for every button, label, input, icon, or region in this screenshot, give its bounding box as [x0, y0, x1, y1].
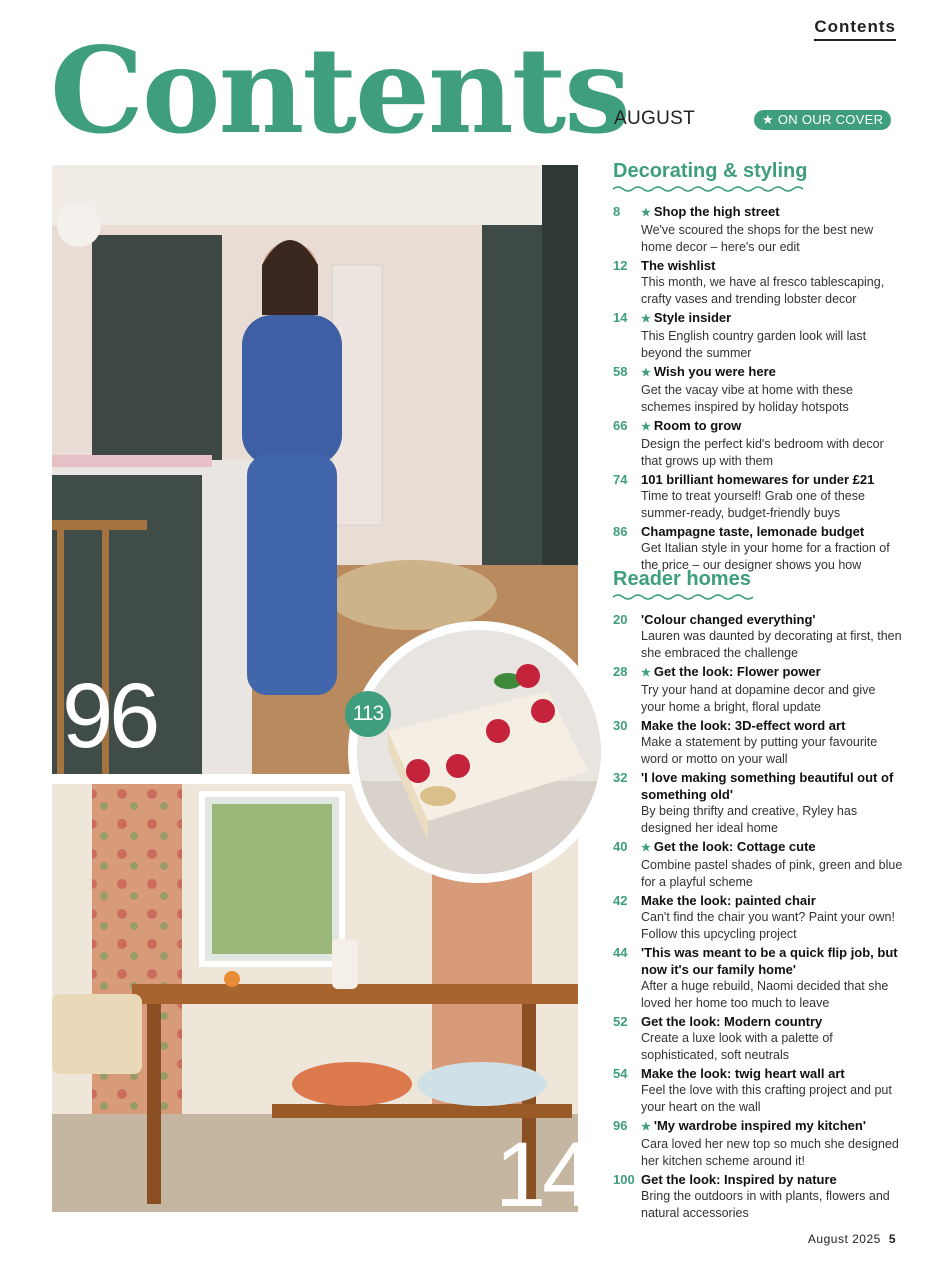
toc-entry[interactable] [613, 892, 903, 943]
entry-title [641, 417, 903, 436]
entry-title-text: Get the look: Cottage cute [653, 839, 816, 854]
entry-body [641, 417, 903, 470]
entry-description: This month, we have al fresco tablescaping, crafty vases and trending lobster decor [641, 275, 885, 306]
entry-page-number: 12 [613, 258, 628, 273]
entry-body [641, 944, 903, 1012]
entry-title-text: 'Colour changed everything' [641, 612, 816, 627]
star-icon: ★ [641, 842, 651, 854]
star-icon: ★ [641, 667, 651, 679]
entry-body [641, 471, 903, 522]
toc-entry[interactable] [613, 838, 903, 891]
entry-description: Can't find the chair you want? Paint your own! Follow this upcycling project [641, 910, 895, 941]
page-number: 5 [888, 1232, 896, 1246]
dessert-photo [348, 621, 610, 883]
entry-title-text: Make the look: twig heart wall art [641, 1066, 845, 1081]
entry-page-number: 44 [613, 945, 628, 960]
star-icon: ★ [641, 207, 651, 219]
entry-title-text: Get the look: Flower power [653, 664, 821, 679]
entry-page-number: 86 [613, 524, 628, 539]
entry-body [641, 1117, 903, 1170]
toc-entry[interactable] [613, 663, 903, 716]
entry-page-number: 8 [613, 204, 621, 219]
dining-page-number: 14 [495, 1124, 590, 1226]
entry-body [641, 1013, 903, 1064]
entry-body [641, 309, 903, 362]
entry-page-number: 28 [613, 664, 628, 679]
entry-body [641, 257, 903, 308]
entry-description: After a huge rebuild, Naomi decided that she loved her home too much to leave [641, 979, 889, 1010]
entry-title [641, 769, 903, 803]
entry-page-number: 54 [613, 1066, 628, 1081]
entry-body [641, 838, 903, 891]
toc-entry[interactable] [613, 1171, 903, 1222]
star-icon: ★ [641, 1121, 651, 1133]
entry-title [641, 838, 903, 857]
entry-list [613, 203, 903, 574]
entry-title-text: Wish you were here [653, 364, 776, 379]
entry-body [641, 203, 903, 256]
entry-title [641, 1171, 903, 1188]
star-icon: ★ [641, 313, 651, 325]
page-footer [808, 1232, 896, 1246]
entry-title [641, 363, 903, 382]
toc-entry[interactable] [613, 523, 903, 574]
entry-description: Create a luxe look with a palette of sophisticated, soft neutrals [641, 1031, 833, 1062]
entry-title [641, 663, 903, 682]
entry-page-number: 20 [613, 612, 628, 627]
entry-description: Try your hand at dopamine decor and give your home a bright, floral update [641, 683, 876, 714]
entry-page-number: 42 [613, 893, 628, 908]
entry-description: Combine pastel shades of pink, green and blue for a playful scheme [641, 858, 903, 889]
section-heading: Reader homes [613, 568, 751, 590]
entry-page-number: 74 [613, 472, 628, 487]
entry-description: Design the perfect kid's bedroom with decor that grows up with them [641, 437, 884, 468]
entry-body [641, 523, 903, 574]
star-icon: ★ [641, 367, 651, 379]
toc-entry[interactable] [613, 309, 903, 362]
entry-page-number: 40 [613, 839, 628, 854]
toc-entry[interactable] [613, 203, 903, 256]
entry-page-number: 100 [613, 1172, 635, 1187]
entry-title [641, 1013, 903, 1030]
entry-title-text: Make the look: 3D-effect word art [641, 718, 846, 733]
entry-title [641, 203, 903, 222]
entry-body [641, 663, 903, 716]
entry-list [613, 611, 903, 1222]
entry-body [641, 363, 903, 416]
entry-body [641, 1065, 903, 1116]
dessert-illustration [348, 621, 610, 883]
entry-body [641, 717, 903, 768]
entry-title-text: Get the look: Modern country [641, 1014, 823, 1029]
kitchen-page-number: 96 [62, 665, 157, 767]
entry-description: By being thrifty and creative, Ryley has designed her ideal home [641, 804, 858, 835]
entry-description: Get Italian style in your home for a fraction of the price – our designer shows you how [641, 541, 890, 572]
toc-entry[interactable] [613, 717, 903, 768]
entry-title-text: The wishlist [641, 258, 716, 273]
toc-entry[interactable] [613, 769, 903, 837]
section-label: Contents [814, 17, 896, 41]
entry-title-text: Make the look: painted chair [641, 893, 816, 908]
toc-entry[interactable] [613, 611, 903, 662]
entry-body [641, 1171, 903, 1222]
month-label: AUGUST [614, 108, 695, 129]
entry-title-text: Room to grow [653, 418, 742, 433]
entry-title-text: Style insider [653, 310, 732, 325]
toc-entry[interactable] [613, 417, 903, 470]
star-icon: ★ [762, 112, 778, 127]
entry-title-text: Get the look: Inspired by nature [641, 1172, 837, 1187]
entry-description: Bring the outdoors in with plants, flowers and natural accessories [641, 1189, 890, 1220]
toc-reader-homes [613, 568, 903, 1223]
entry-page-number: 30 [613, 718, 628, 733]
toc-entry[interactable] [613, 944, 903, 1012]
toc-entry[interactable] [613, 363, 903, 416]
entry-title [641, 892, 903, 909]
entry-page-number: 14 [613, 310, 628, 325]
entry-description: Get the vacay vibe at home with these schemes inspired by holiday hotspots [641, 383, 853, 414]
entry-body [641, 892, 903, 943]
toc-decorating [613, 160, 903, 575]
entry-description: Make a statement by putting your favourite word or motto on your wall [641, 735, 878, 766]
entry-title [641, 523, 903, 540]
issue-date: August 2025 [807, 1232, 881, 1246]
star-icon: ★ [641, 421, 651, 433]
toc-entry[interactable] [613, 1117, 903, 1170]
entry-title-text: Shop the high street [653, 204, 780, 219]
entry-description: Lauren was daunted by decorating at first, then she embraced the challenge [641, 629, 902, 660]
entry-page-number: 66 [613, 418, 628, 433]
page-title: Contents [50, 21, 629, 160]
entry-title-text: 'This was meant to be a quick flip job, but now it's our family home' [641, 945, 898, 977]
toc-entry[interactable] [613, 471, 903, 522]
entry-title [641, 471, 903, 488]
entry-title-text: Champagne taste, lemonade budget [641, 524, 865, 539]
entry-description: Feel the love with this crafting project and put your heart on the wall [641, 1083, 892, 1114]
entry-title-text: 'My wardrobe inspired my kitchen' [653, 1118, 866, 1133]
entry-title [641, 944, 903, 978]
section-heading: Decorating & styling [613, 160, 808, 182]
entry-title [641, 1117, 903, 1136]
entry-title [641, 611, 903, 628]
entry-title [641, 309, 903, 328]
cover-badge [754, 110, 891, 130]
entry-title-text: 'I love making something beautiful out of something old' [641, 770, 894, 802]
entry-body [641, 769, 903, 837]
toc-entry[interactable] [613, 1013, 903, 1064]
entry-title [641, 1065, 903, 1082]
squiggle-divider [613, 185, 803, 193]
entry-page-number: 96 [613, 1118, 628, 1133]
entry-title [641, 717, 903, 734]
entry-title [641, 257, 903, 274]
entry-description: This English country garden look will last beyond the summer [641, 329, 867, 360]
cover-badge-label: ON OUR COVER [777, 112, 884, 127]
entry-body [641, 611, 903, 662]
squiggle-divider [613, 593, 753, 601]
entry-page-number: 52 [613, 1014, 628, 1029]
toc-entry[interactable] [613, 1065, 903, 1116]
entry-title-text: 101 brilliant homewares for under £21 [641, 472, 875, 487]
entry-description: We've scoured the shops for the best new home decor – here's our edit [641, 223, 874, 254]
dessert-page-badge: 113 [345, 691, 391, 737]
entry-description: Cara loved her new top so much she designed her kitchen scheme around it! [641, 1137, 899, 1168]
entry-page-number: 58 [613, 364, 628, 379]
entry-page-number: 32 [613, 770, 628, 785]
toc-entry[interactable] [613, 257, 903, 308]
entry-description: Time to treat yourself! Grab one of these summer-ready, budget-friendly buys [641, 489, 865, 520]
